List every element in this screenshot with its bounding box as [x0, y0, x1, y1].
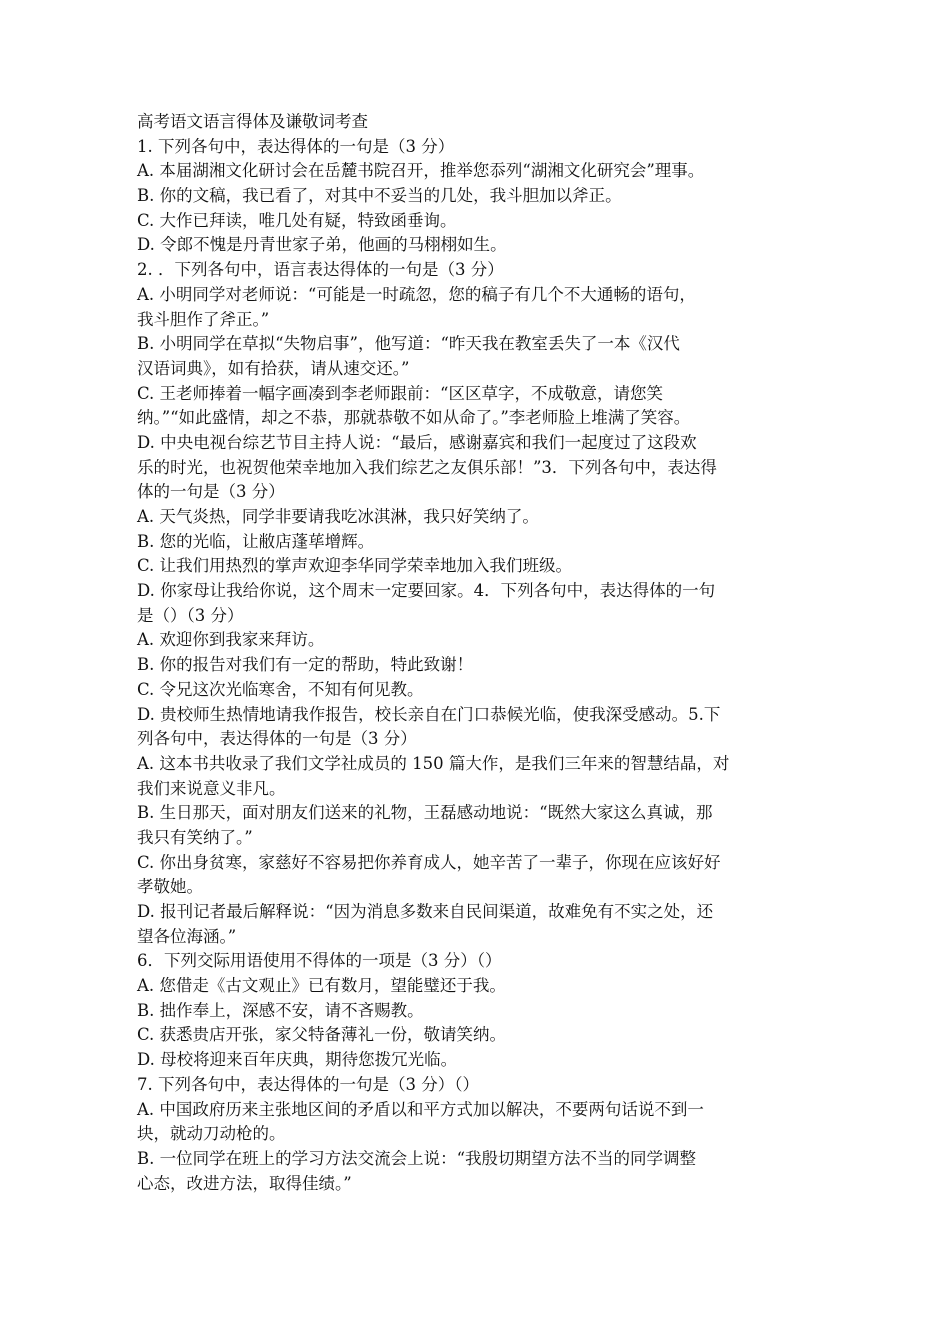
text-line: C. 令兄这次光临寒舍，不知有何见教。: [137, 679, 424, 699]
text-line: 纳。”“如此盛情，却之不恭，那就恭敬不如从命了。”李老师脸上堆满了笑容。: [137, 408, 691, 428]
document-title: 高考语文语言得体及谦敬词考查: [137, 112, 368, 131]
text-line: D. 中央电视台综艺节目主持人说：“最后，感谢嘉宾和我们一起度过了这段欢: [137, 432, 697, 452]
text-line: A. 中国政府历来主张地区间的矛盾以和平方式加以解决，不要两句话说不到一: [137, 1099, 704, 1119]
text-line: A. 您借走《古文观止》已有数月，望能璧还于我。: [137, 976, 506, 996]
text-line: 2. ．下列各句中，语言表达得体的一句是（3 分）: [137, 260, 504, 280]
text-line: B. 拙作奉上，深感不安，请不吝赐教。: [137, 1000, 424, 1020]
text-line: 我们来说意义非凡。: [137, 778, 286, 798]
text-line: 块，就动刀动枪的。: [137, 1124, 286, 1144]
text-line: B. 您的光临，让敝店蓬荜增辉。: [137, 531, 375, 551]
text-line: 望各位海涵。”: [137, 926, 237, 946]
document-page: [137, 110, 827, 1196]
text-line: 体的一句是（3 分）: [137, 482, 285, 502]
text-line: C. 你出身贫寒，家慈好不容易把你养育成人，她辛苦了一辈子，你现在应该好好: [137, 852, 721, 872]
text-line: A. 天气炎热，同学非要请我吃冰淇淋，我只好笑纳了。: [137, 507, 539, 526]
text-line: 7. 下列各句中，表达得体的一句是（3 分）（）: [137, 1074, 479, 1094]
text-line: D. 你家母让我给你说，这个周末一定要回家。4．下列各句中，表达得体的一句: [137, 581, 716, 601]
text-line: 是（）（3 分）: [137, 605, 244, 625]
text-line: 孝敬她。: [137, 877, 203, 897]
text-line: B. 你的报告对我们有一定的帮助，特此致谢！: [137, 655, 474, 675]
text-line: C. 获悉贵店开张，家父特备薄礼一份，敬请笑纳。: [137, 1025, 507, 1045]
text-line: C. 让我们用热烈的掌声欢迎李华同学荣幸地加入我们班级。: [137, 556, 573, 576]
text-line: D. 令郎不愧是丹青世家子弟，他画的马栩栩如生。: [137, 235, 507, 255]
text-line: 汉语词典》，如有拾获，请从速交还。”: [137, 358, 410, 378]
text-line: D. 贵校师生热情地请我作报告，校长亲自在门口恭候光临，使我深受感动。5.下: [137, 704, 721, 724]
text-line: 6．下列交际用语使用不得体的一项是（3 分）（）: [137, 951, 502, 971]
text-line: 乐的时光，也祝贺他荣幸地加入我们综艺之友俱乐部！”3．下列各句中，表达得: [137, 457, 717, 477]
text-line: B. 你的文稿，我已看了，对其中不妥当的几处，我斗胆加以斧正。: [137, 186, 622, 206]
text-line: 心态，改进方法，取得佳绩。”: [137, 1173, 352, 1193]
text-line: 我斗胆作了斧正。”: [137, 309, 270, 329]
text-line: 列各句中，表达得体的一句是（3 分）: [137, 729, 417, 749]
text-line: D. 报刊记者最后解释说：“因为消息多数来自民间渠道，故难免有不实之处，还: [137, 902, 714, 921]
text-line: D. 母校将迎来百年庆典，期待您拨冗光临。: [137, 1050, 458, 1070]
text-line: A. 这本书共收录了我们文学社成员的 150 篇大作，是我们三年来的智慧结晶，对: [137, 753, 730, 773]
text-line: B. 小明同学在草拟“失物启事”，他写道：“昨天我在教室丢失了一本《汉代: [137, 334, 680, 354]
text-line: 1. 下列各句中，表达得体的一句是（3 分）: [137, 136, 455, 156]
text-line: B. 生日那天，面对朋友们送来的礼物，王磊感动地说：“既然大家这么真诚，那: [137, 803, 713, 823]
text-line: A. 本届湖湘文化研讨会在岳麓书院召开，推举您忝列“湖湘文化研究会”理事。: [137, 161, 705, 181]
text-line: 我只有笑纳了。”: [137, 827, 253, 847]
text-line: C. 大作已拜读，唯几处有疑，特致函垂询。: [137, 210, 457, 230]
text-line: A. 欢迎你到我家来拜访。: [137, 630, 325, 650]
text-line: A. 小明同学对老师说：“可能是一时疏忽，您的稿子有几个不大通畅的语句，: [137, 284, 696, 304]
text-line: C. 王老师捧着一幅字画凑到李老师跟前：“区区草字，不成敬意，请您笑: [137, 383, 663, 403]
document-body: [137, 135, 827, 1197]
text-line: B. 一位同学在班上的学习方法交流会上说：“我殷切期望方法不当的同学调整: [137, 1148, 697, 1168]
